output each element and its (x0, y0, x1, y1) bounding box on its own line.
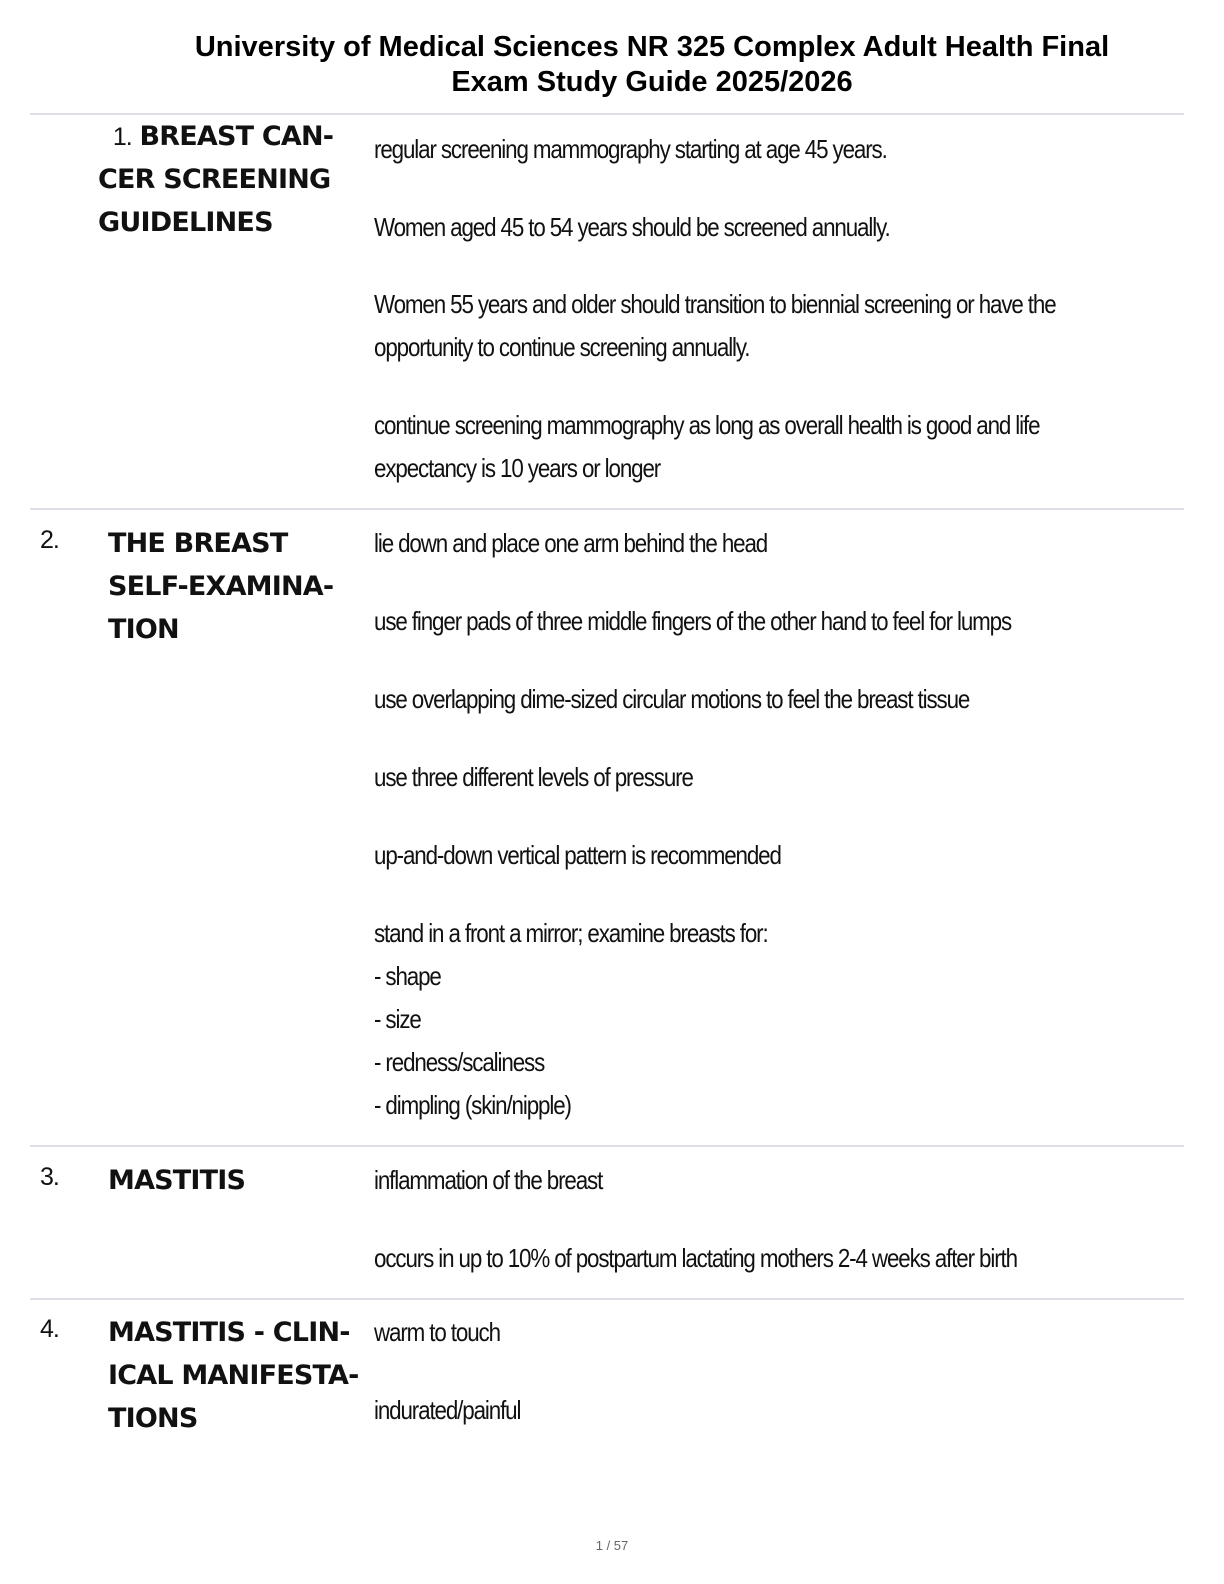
definition-item: use three different levels of pressure (374, 762, 693, 792)
document-title-line-1: University of Medical Sciences NR 325 Complex Adult Health Final (194, 31, 1110, 63)
document-title (60, 30, 1224, 100)
definition-item: occurs in up to 10% of postpartum lactating mothers 2-4 weeks after birth (374, 1243, 1017, 1273)
card-number: 4. (40, 1315, 59, 1343)
card-number: 2. (40, 526, 59, 554)
card-term: MASTITIS (108, 1165, 246, 1196)
divider (30, 1298, 1184, 1300)
definition-item: inflammation of the breast (374, 1165, 603, 1195)
definition-item: lie down and place one arm behind the head (374, 528, 768, 558)
definition-item: warm to touch (374, 1317, 500, 1347)
definition-item: stand in a front a mirror; examine breasts for: - shape - size - redness/scaliness - dimpling (skin/nipple) (374, 918, 768, 1120)
card-number: 1. (112, 123, 132, 151)
definition-item: indurated/painful (374, 1395, 521, 1425)
definition-item: continue screening mammography as long as overall health is good and life expectancy is 10 years or longer (374, 410, 1040, 483)
document-title-line-2: Exam Study Guide 2025/2026 (451, 66, 853, 98)
definition-item: use finger pads of three middle fingers of the other hand to feel for lumps (374, 606, 1012, 636)
definition-item: up-and-down vertical pattern is recommended (374, 840, 781, 870)
definition-item: use overlapping dime-sized circular motions to feel the breast tissue (374, 684, 970, 714)
card-term: MASTITIS - CLIN- ICAL MANIFESTA- TIONS (108, 1317, 359, 1434)
card-term-line-1: BREAST CAN- (139, 121, 334, 152)
divider (30, 508, 1184, 510)
card-term: THE BREAST SELF-EXAMINA- TION (108, 528, 334, 645)
card-term-continued: CER SCREENING GUIDELINES (98, 164, 331, 238)
definition-item: Women aged 45 to 54 years should be screened annually. (374, 212, 890, 242)
card-term (98, 115, 348, 159)
divider (30, 1145, 1184, 1147)
card-number: 3. (40, 1163, 59, 1191)
definition-item: Women 55 years and older should transition to biennial screening or have the opportunity to continue screening annually. (374, 289, 1056, 362)
page-indicator: 1 / 57 (595, 1538, 629, 1553)
definition-item: regular screening mammography starting at age 45 years. (374, 134, 887, 164)
